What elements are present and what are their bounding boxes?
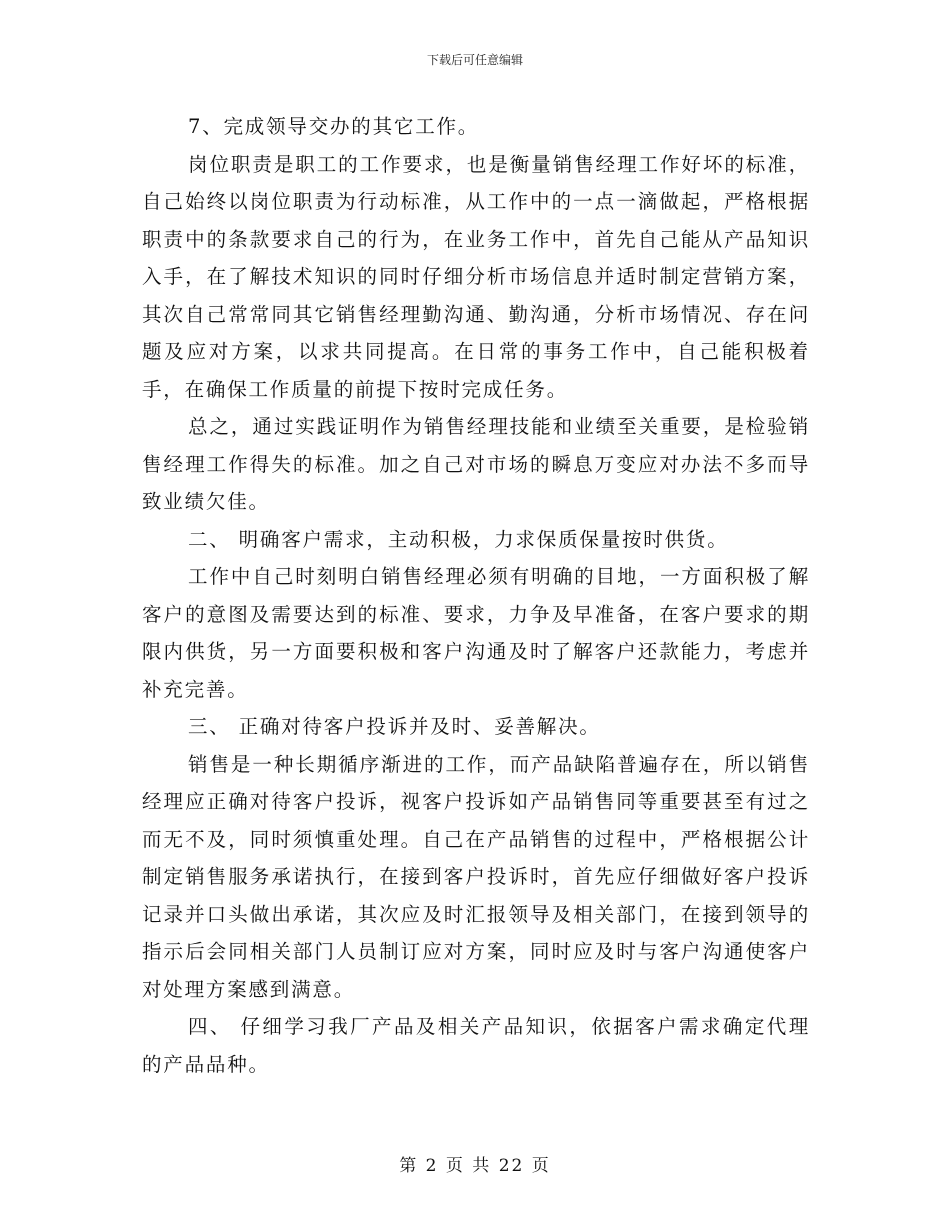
paragraph-customer-needs: 工作中自己时刻明白销售经理必须有明确的目地，一方面积极了解客户的意图及需要达到的标准、要求，力争及早准备，在客户要求的期限内供货，另一方面要积极和客户沟通及时了解客户还款能力，考虑并补充完善。 (142, 565, 810, 701)
page-number: 第 2 页 共 22 页 (399, 1156, 551, 1176)
paragraph-item-7: 7、完成领导交办的其它工作。 (188, 115, 480, 138)
section-heading-2: 二、 明确客户需求，主动积极，力求保质保量按时供货。 (188, 527, 729, 551)
paragraph-summary: 总之，通过实践证明作为销售经理技能和业绩至关重要，是检验销售经理工作得失的标准。加之自己对市场的瞬息万变应对办法不多而导致业绩欠佳。 (142, 415, 810, 513)
document-body (142, 108, 810, 1083)
page-header: 下载后可任意编辑 (426, 53, 523, 67)
section-heading-3: 三、 正确对待客户投诉并及时、妥善解决。 (188, 715, 601, 738)
paragraph-complaints: 销售是一种长期循序渐进的工作，而产品缺陷普遍存在，所以销售经理应正确对待客户投诉，视客户投诉如产品销售同等重要甚至有过之而无不及，同时须慎重处理。自己在产品销售的过程中，严格根据公计制定销售服务承诺执行，在接到客户投诉时，首先应仔细做好客户投诉记录并口头做出承诺，其次应及时汇报领导及相关部门，在接到领导的指示后会同相关部门人员制订应对方案，同时应及时与客户沟通使客户对处理方案感到满意。 (142, 752, 810, 1001)
section-heading-4: 四、 仔细学习我厂产品及相关产品知识，依据客户需求确定代理的产品品种。 (142, 1015, 810, 1076)
paragraph-job-duties: 岗位职责是职工的工作要求，也是衡量销售经理工作好坏的标准，自己始终以岗位职责为行动标准，从工作中的一点一滴做起，严格根据职责中的条款要求自己的行为，在业务工作中，首先自己能从产品知识入手，在了解技术知识的同时仔细分析市场信息并适时制定营销方案，其次自己常常同其它销售经理勤沟通、勤沟通，分析市场情况、存在问题及应对方案，以求共同提高。在日常的事务工作中，自己能积极着手，在确保工作质量的前提下按时完成任务。 (142, 152, 810, 401)
